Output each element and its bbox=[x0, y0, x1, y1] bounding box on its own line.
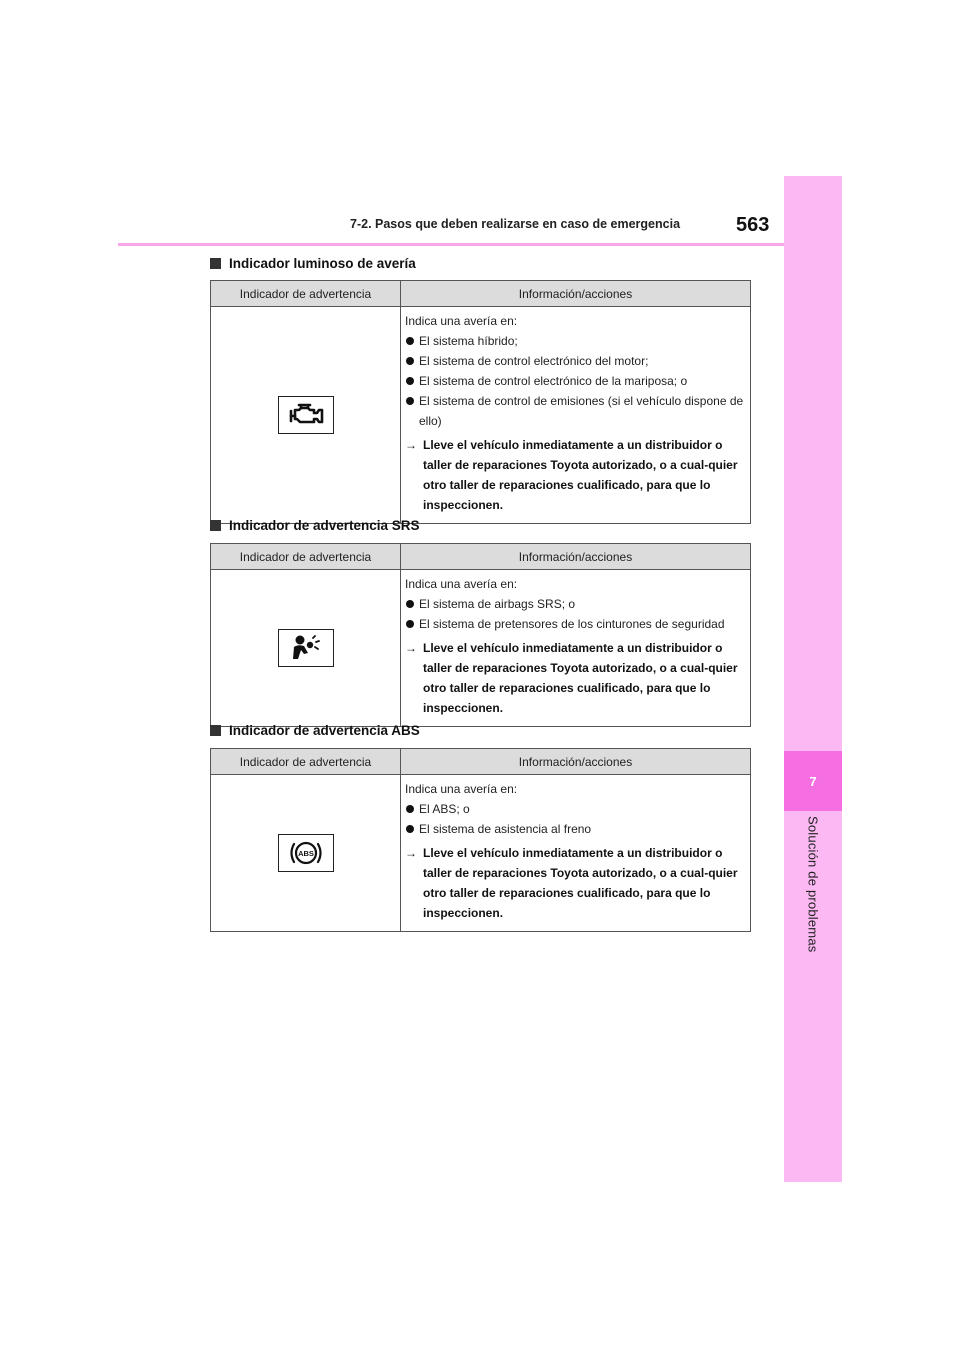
section-heading-text: Indicador de advertencia ABS bbox=[229, 723, 420, 738]
intro-text: Indica una avería en: bbox=[405, 782, 518, 796]
section-heading-text: Indicador luminoso de avería bbox=[229, 256, 416, 271]
arrow-icon: → bbox=[405, 641, 417, 655]
intro-text: Indica una avería en: bbox=[405, 314, 518, 328]
action-instruction bbox=[405, 638, 746, 718]
section-heading-srs bbox=[210, 518, 420, 533]
action-text: Lleve el vehículo inmediatamente a un distribuidor o taller de reparaciones Toyota autorizado, o a cual-quier otro taller de reparaciones cualificado, para que lo inspeccionen. bbox=[423, 846, 738, 920]
chapter-number-box bbox=[784, 751, 842, 811]
list-item: El sistema híbrido; bbox=[405, 331, 746, 351]
list-item: El sistema de airbags SRS; o bbox=[405, 594, 746, 614]
fault-list bbox=[405, 799, 746, 839]
column-header: Indicador de advertencia bbox=[211, 281, 401, 307]
chapter-label-container bbox=[784, 816, 842, 1016]
arrow-icon: → bbox=[405, 438, 417, 452]
action-text: Lleve el vehículo inmediatamente a un distribuidor o taller de reparaciones Toyota autorizado, o a cual-quier otro taller de reparaciones cualificado, para que lo inspeccionen. bbox=[423, 641, 738, 715]
list-item: El sistema de pretensores de los cinturones de seguridad bbox=[405, 614, 746, 634]
column-header: Información/acciones bbox=[401, 281, 751, 307]
info-cell bbox=[401, 307, 751, 524]
list-item: El sistema de control electrónico de la mariposa; o bbox=[405, 371, 746, 391]
chapter-side-tab bbox=[784, 176, 842, 1182]
list-item: El ABS; o bbox=[405, 799, 746, 819]
malfunction-indicator-table bbox=[210, 280, 751, 524]
abs-icon-text: ABS bbox=[297, 849, 314, 858]
abs-icon bbox=[278, 834, 334, 872]
list-item: El sistema de control de emisiones (si el vehículo dispone de ello) bbox=[405, 391, 746, 431]
section-header-title: 7-2. Pasos que deben realizarse en caso de emergencia bbox=[350, 217, 681, 231]
info-cell bbox=[401, 570, 751, 727]
header-divider bbox=[118, 243, 784, 246]
square-bullet-icon bbox=[210, 725, 221, 736]
intro-text: Indica una avería en: bbox=[405, 577, 518, 591]
srs-warning-table bbox=[210, 543, 751, 727]
column-header: Indicador de advertencia bbox=[211, 749, 401, 775]
section-heading-abs bbox=[210, 723, 420, 738]
section-heading-text: Indicador de advertencia SRS bbox=[229, 518, 420, 533]
fault-list bbox=[405, 594, 746, 634]
fault-list bbox=[405, 331, 746, 431]
list-item: El sistema de asistencia al freno bbox=[405, 819, 746, 839]
info-cell bbox=[401, 775, 751, 932]
action-text: Lleve el vehículo inmediatamente a un distribuidor o taller de reparaciones Toyota autorizado, o a cual-quier otro taller de reparaciones cualificado, para que lo inspeccionen. bbox=[423, 438, 738, 512]
column-header: Información/acciones bbox=[401, 749, 751, 775]
table-row bbox=[211, 307, 751, 524]
action-instruction bbox=[405, 843, 746, 923]
indicator-cell bbox=[211, 307, 401, 524]
chapter-number: 7 bbox=[809, 773, 817, 789]
table-row bbox=[211, 775, 751, 932]
table-row bbox=[211, 570, 751, 727]
square-bullet-icon bbox=[210, 258, 221, 269]
column-header: Indicador de advertencia bbox=[211, 544, 401, 570]
page-number: 563 bbox=[736, 214, 770, 236]
list-item: El sistema de control electrónico del motor; bbox=[405, 351, 746, 371]
engine-check-icon bbox=[278, 396, 334, 434]
airbag-icon bbox=[278, 629, 334, 667]
action-instruction bbox=[405, 435, 746, 515]
table-header-row bbox=[211, 749, 751, 775]
table-header-row bbox=[211, 281, 751, 307]
section-heading-malfunction bbox=[210, 256, 416, 271]
indicator-cell bbox=[211, 775, 401, 932]
square-bullet-icon bbox=[210, 520, 221, 531]
table-header-row bbox=[211, 544, 751, 570]
chapter-label: Solución de problemas bbox=[805, 816, 821, 953]
indicator-cell bbox=[211, 570, 401, 727]
abs-warning-table bbox=[210, 748, 751, 932]
arrow-icon: → bbox=[405, 846, 417, 860]
column-header: Información/acciones bbox=[401, 544, 751, 570]
